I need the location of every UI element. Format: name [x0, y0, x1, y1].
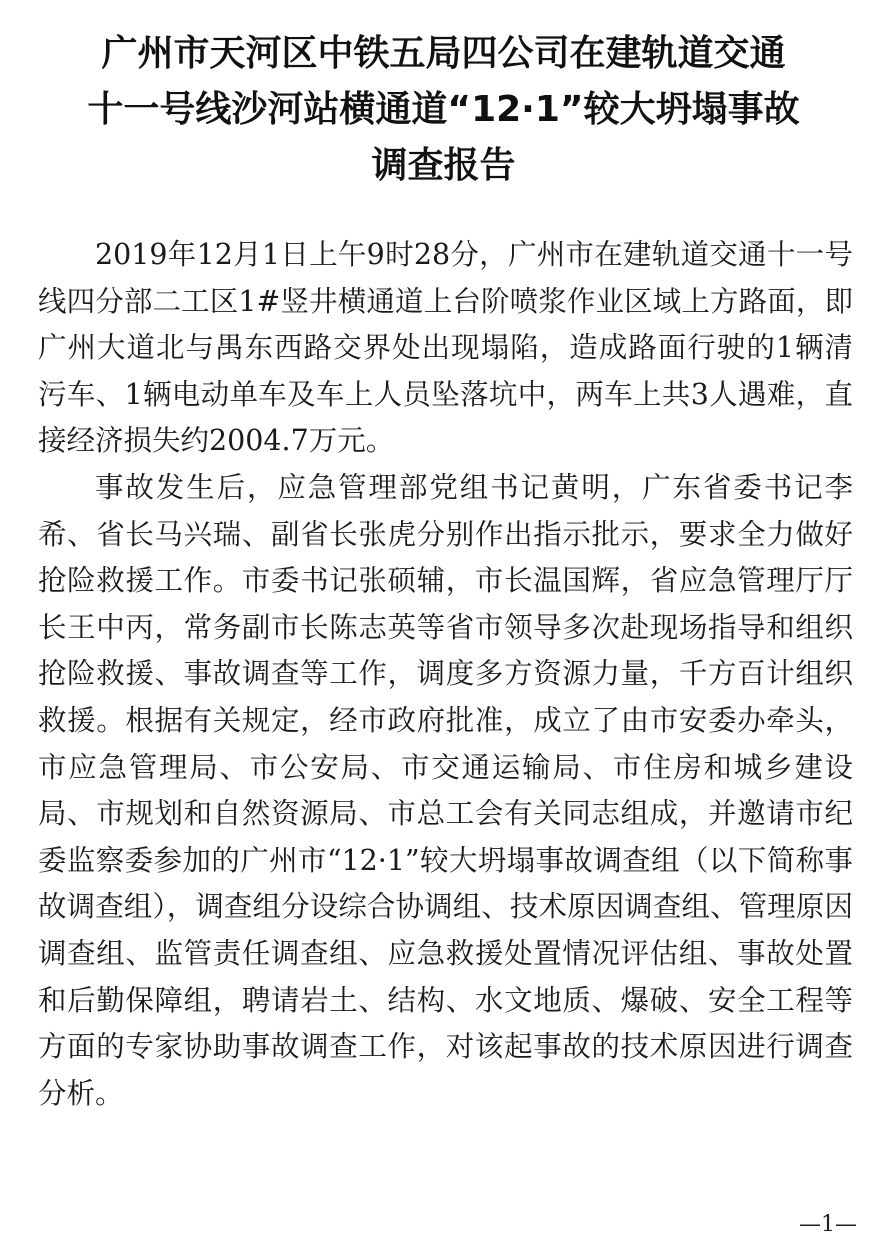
title-line-3: 调查报告 — [371, 145, 516, 186]
title-line-1: 广州市天河区中铁五局四公司在建轨道交通 — [101, 33, 786, 74]
paragraph-incident-summary: 2019年12月1日上午9时28分，广州市在建轨道交通十一号线四分部二工区1#竖井横通道上台阶喷浆作业区域上方路面，即广州大道北与禺东西路交界处出现塌陷，造成路面行驶的1辆清污车、1辆电动单车及车上人员坠落坑中，两车上共3人遇难，直接经济损失约2004.7万元。 — [38, 238, 853, 458]
title-line-2: 十一号线沙河站横通道“12·1”较大坍塌事故 — [87, 89, 800, 130]
document-body — [38, 232, 853, 1117]
document-title — [0, 26, 887, 194]
paragraph-investigation: 事故发生后，应急管理部党组书记黄明，广东省委书记李希、省长马兴瑞、副省长张虎分别作出指示批示，要求全力做好抢险救援工作。市委书记张硕辅，市长温国辉，省应急管理厅厅长王中丙，常务副市长陈志英等省市领导多次赴现场指导和组织抢险救援、事故调查等工作，调度多方资源力量，千方百计组织救援。根据有关规定，经市政府批准，成立了由市安委办牵头，市应急管理局、市公安局、市交通运输局、市住房和城乡建设局、市规划和自然资源局、市总工会有关同志组成，并邀请市纪委监察委参加的广州市“12·1”较大坍塌事故调查组（以下简称事故调查组），调查组分设综合协调组、技术原因调查组、管理原因调查组、监管责任调查组、应急救援处置情况评估组、事故处置和后勤保障组，聘请岩土、结构、水文地质、爆破、安全工程等方面的专家协助事故调查工作，对该起事故的技术原因进行调查分析。 — [38, 470, 853, 1110]
page-number: —1— — [799, 1212, 857, 1237]
